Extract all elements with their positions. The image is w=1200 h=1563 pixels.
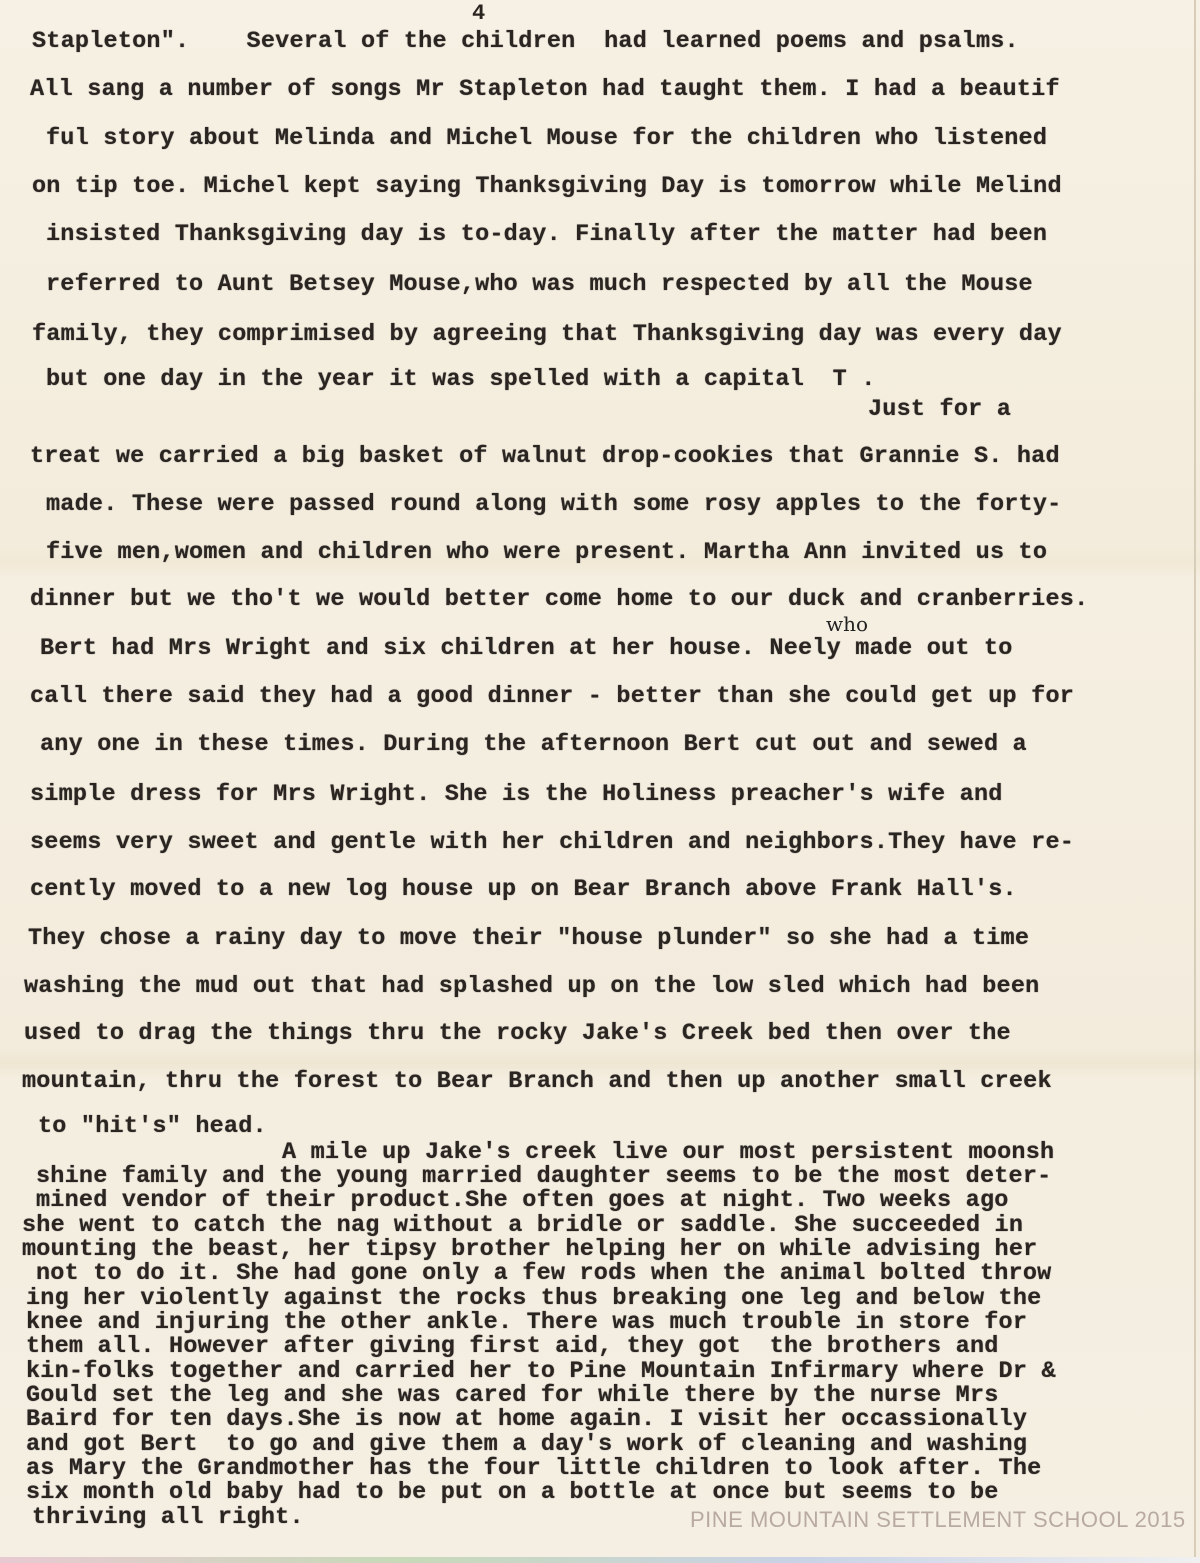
text-line: referred to Aunt Betsey Mouse,who was much respected by all the Mouse	[46, 271, 1033, 298]
text-line: mined vendor of their product.She often goes at night. Two weeks ago	[36, 1187, 1009, 1214]
text-line: They chose a rainy day to move their "house plunder" so she had a time	[28, 925, 1030, 952]
text-line: mounting the beast, her tipsy brother helping her on while advising her	[22, 1236, 1038, 1263]
text-line: them all. However after giving first aid, they got the brothers and	[26, 1333, 999, 1360]
text-line: washing the mud out that had splashed up on the low sled which had been	[24, 973, 1040, 1000]
text-line: All sang a number of songs Mr Stapleton had taught them. I had a beautif	[30, 76, 1060, 103]
text-line: as Mary the Grandmother has the four little children to look after. The	[26, 1455, 1042, 1482]
text-line: shine family and the young married daughter seems to be the most deter-	[36, 1163, 1052, 1190]
text-line: knee and injuring the other ankle. There was much trouble in store for	[26, 1309, 1028, 1336]
text-line: Baird for ten days.She is now at home again. I visit her occassionally	[26, 1406, 1028, 1433]
text-line: Just for a	[868, 396, 1012, 423]
text-line: A mile up Jake's creek live our most persistent moonsh	[282, 1139, 1055, 1166]
text-line: not to do it. She had gone only a few rods when the animal bolted throw	[36, 1260, 1052, 1287]
text-line: cently moved to a new log house up on Bear Branch above Frank Hall's.	[30, 876, 1017, 903]
paper-edge	[1194, 0, 1196, 1563]
text-line: Bert had Mrs Wright and six children at her house. Neely made out to	[40, 635, 1013, 662]
text-line: dinner but we tho't we would better come home to our duck and cranberries.	[30, 586, 1089, 613]
scan-bottom-edge	[0, 1557, 1200, 1563]
text-line: used to drag the things thru the rocky Jake's Creek bed then over the	[24, 1020, 1011, 1047]
text-line: and got Bert to go and give them a day's work of cleaning and washing	[26, 1431, 1028, 1458]
text-line: six month old baby had to be put on a bottle at once but seems to be	[26, 1479, 999, 1506]
text-line: seems very sweet and gentle with her children and neighbors.They have re-	[30, 829, 1075, 856]
text-line: made. These were passed round along with some rosy apples to the forty-	[46, 491, 1062, 518]
page-number: 4	[472, 1, 486, 26]
text-line: mountain, thru the forest to Bear Branch and then up another small creek	[22, 1068, 1052, 1095]
watermark: PINE MOUNTAIN SETTLEMENT SCHOOL 2015	[690, 1507, 1186, 1532]
text-line: treat we carried a big basket of walnut drop-cookies that Grannie S. had	[30, 443, 1060, 470]
text-line: call there said they had a good dinner - better than she could get up for	[30, 683, 1075, 710]
text-line: any one in these times. During the afternoon Bert cut out and sewed a	[40, 731, 1027, 758]
text-line: five men,women and children who were present. Martha Ann invited us to	[46, 539, 1048, 566]
text-line: kin-folks together and carried her to Pine Mountain Infirmary where Dr &	[26, 1358, 1056, 1385]
text-line: on tip toe. Michel kept saying Thanksgiving Day is tomorrow while Melind	[32, 173, 1062, 200]
text-line: simple dress for Mrs Wright. She is the Holiness preacher's wife and	[30, 781, 1003, 808]
text-line: but one day in the year it was spelled with a capital T .	[46, 366, 876, 393]
text-line: ful story about Melinda and Michel Mouse for the children who listened	[46, 125, 1048, 152]
text-line: to "hit's" head.	[38, 1113, 267, 1140]
text-line: family, they comprimised by agreeing that Thanksgiving day was every day	[32, 321, 1062, 348]
text-line: ing her violently against the rocks thus breaking one leg and below the	[26, 1285, 1042, 1312]
text-line: Stapleton". Several of the children had learned poems and psalms.	[32, 28, 1019, 55]
text-line: insisted Thanksgiving day is to-day. Finally after the matter had been	[46, 221, 1048, 248]
handwritten-insertion: who	[826, 612, 869, 636]
text-line: Gould set the leg and she was cared for while there by the nurse Mrs	[26, 1382, 999, 1409]
text-line: thriving all right.	[32, 1504, 304, 1531]
text-line: she went to catch the nag without a bridle or saddle. She succeeded in	[22, 1212, 1024, 1239]
